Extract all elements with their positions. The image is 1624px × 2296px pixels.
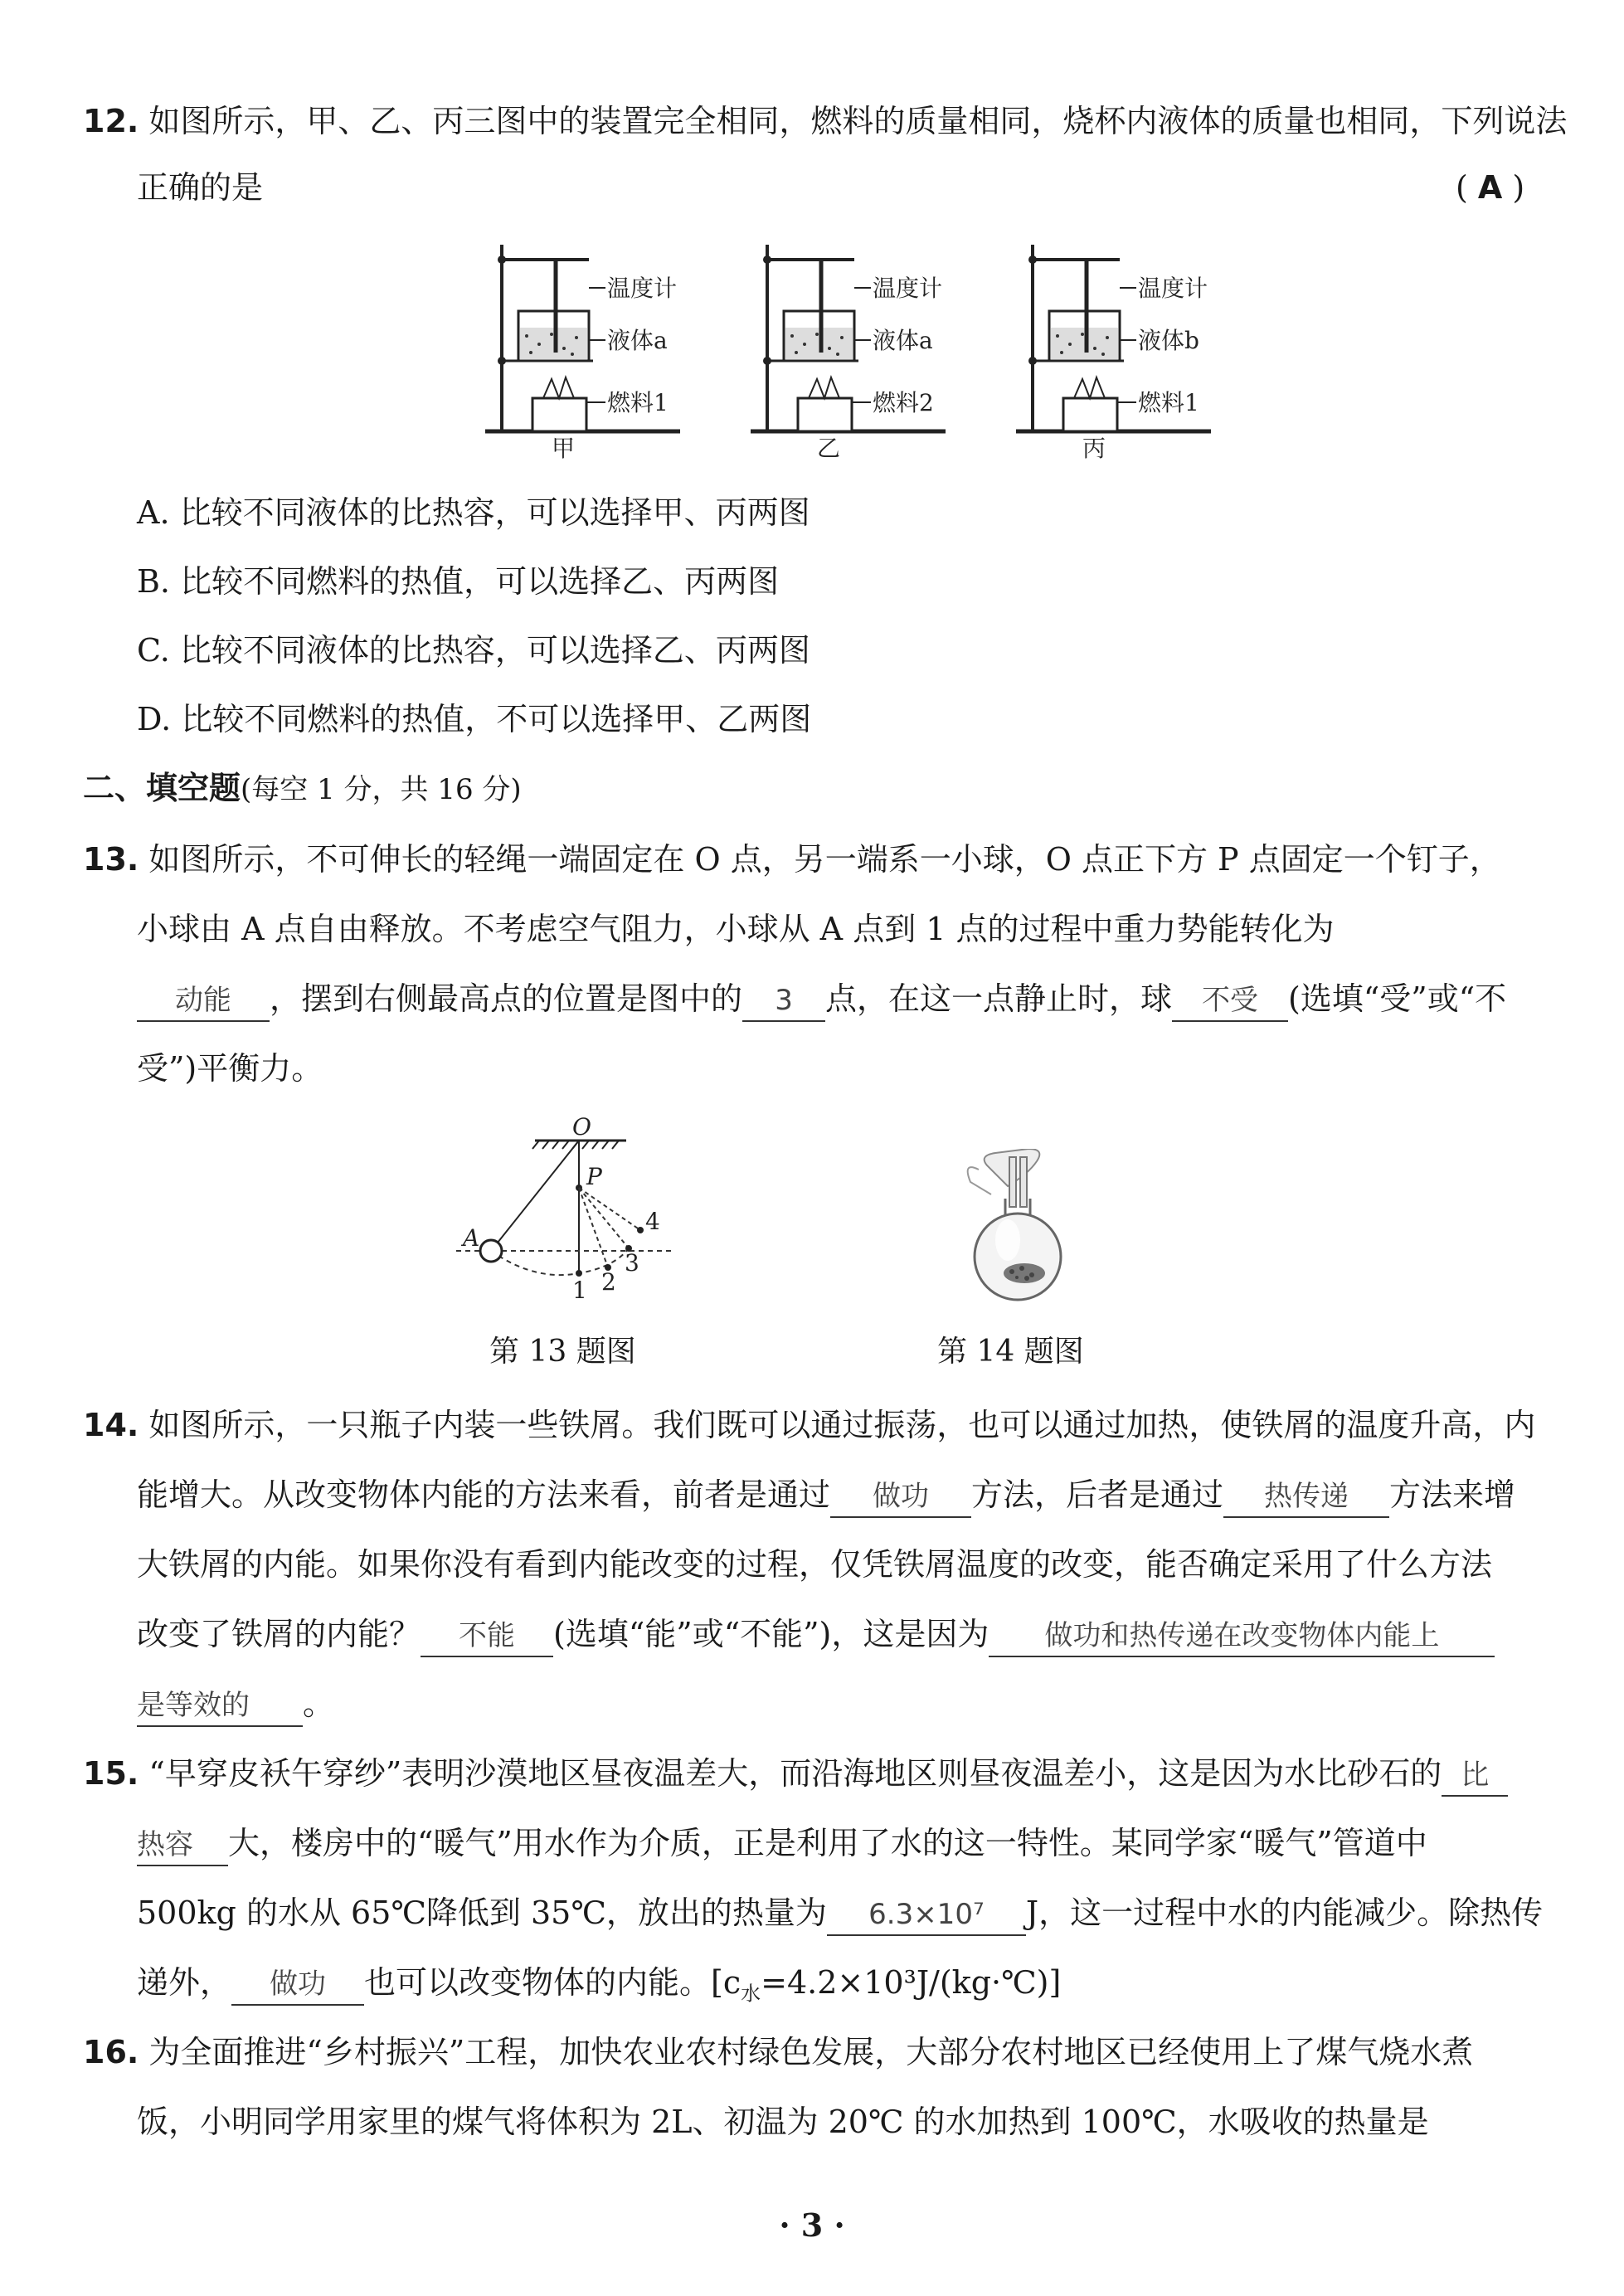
q12-number: 12. [83,103,139,139]
q14-text5: 。 [303,1686,335,1722]
section2-title: 二、填空题 [83,770,241,806]
q12-line1 [83,98,1567,144]
q13-answer3: 不受 [1172,980,1288,1022]
q15-answer1-part1: 比 [1442,1755,1508,1797]
apparatus-yi [751,245,946,462]
q14-line3: 大铁屑的内能。如果你没有看到内能改变的过程，仅凭铁屑温度的改变，能否确定采用了什么方法 [137,1546,1493,1583]
q14-answer2: 热传递 [1223,1476,1389,1518]
jia-thermometer-label: 温度计 [607,275,678,302]
q13-line4: 受”)平衡力。 [137,1050,323,1087]
q12-stem-line2: 正确的是 [137,169,264,206]
q13-figure-caption: 第 13 题图 [489,1335,636,1369]
q14-answer1: 做功 [830,1476,971,1518]
yi-liquid-label: 液体a [873,327,933,354]
q15-text4b: 也可以改变物体的内能。[c [364,1964,741,2001]
q16-line1 [83,2029,1473,2075]
q12-figure [464,236,1277,469]
q12-option-c: C. 比较不同液体的比热容，可以选择乙、丙两图 [137,632,810,669]
q16-line2: 饭，小明同学用家里的煤气将体积为 2L、初温为 20℃ 的水加热到 100℃，水吸收的热量是 [137,2104,1429,2140]
q14-answer4-part1: 做功和热传递在改变物体内能上 [989,1616,1495,1657]
q15-line3 [137,1890,1543,1936]
q14-line5 [137,1681,334,1727]
q12-option-a: A. 比较不同液体的比热容，可以选择甲、丙两图 [137,494,810,531]
q13-line3 [137,975,1506,1022]
jia-caption: 甲 [552,435,576,462]
q14-stem-line1: 如图所示，一只瓶子内装一些铁屑。我们既可以通过振荡，也可以通过加热，使铁屑的温度升高，内 [148,1407,1536,1443]
q12-option-b: B. 比较不同燃料的热值，可以选择乙、丙两图 [137,563,780,600]
q15-text4a: 递外， [137,1964,232,2001]
q12-option-d: D. 比较不同燃料的热值，不可以选择甲、乙两图 [137,701,812,737]
q14-line1 [83,1402,1535,1448]
label-3: 3 [625,1249,639,1277]
yi-thermometer-label: 温度计 [873,275,943,302]
page-number: · 3 · [779,2206,845,2244]
q13-text3c: (选填“受”或“不 [1288,980,1507,1017]
q14-answer3: 不能 [421,1616,553,1657]
q13-text3b: 点，在这一点静止时，球 [825,980,1173,1017]
q14-answer4-part2: 是等效的 [137,1686,303,1727]
label-P: P [586,1163,602,1190]
q14-text2c: 方法来增 [1389,1476,1516,1513]
bing-caption: 丙 [1082,435,1106,462]
apparatus-jia [485,245,680,462]
q13-number: 13. [83,841,139,878]
yi-caption: 乙 [817,435,841,462]
q14-text4a: 改变了铁屑的内能？ [137,1616,421,1652]
label-4: 4 [645,1208,660,1235]
q16-number: 16. [83,2034,139,2070]
q13-stem-line1: 如图所示，不可伸长的轻绳一端固定在 O 点，另一端系一小球，O 点正下方 P 点固定一个钉子， [148,841,1501,878]
q14-text2b: 方法，后者是通过 [971,1476,1224,1513]
q15-answer3: 做功 [231,1964,364,2006]
q14-line2 [137,1471,1515,1518]
q13-line2: 小球由 A 点自由释放。不考虑空气阻力，小球从 A 点到 1 点的过程中重力势能转化为 [137,911,1335,947]
q13-answer1: 动能 [137,980,270,1022]
jia-fuel-label: 燃料1 [607,389,669,416]
bing-fuel-label: 燃料1 [1138,389,1199,416]
q15-text4c: =4.2×10³J/(kg·℃)] [761,1964,1062,2001]
jia-liquid-label: 液体a [607,327,668,354]
q15-text2: 大，楼房中的“暖气”用水作为介质，正是利用了水的这一特性。某同学家“暖气”管道中 [228,1825,1427,1861]
label-A: A [463,1224,480,1252]
q15-text3b: J，这一过程中水的内能减少。除热传 [1025,1895,1544,1931]
bing-thermometer-label: 温度计 [1138,275,1208,302]
q15-line1 [83,1750,1508,1797]
q13-pendulum-figure [448,1112,697,1302]
q14-number: 14. [83,1407,139,1443]
q15-number: 15. [83,1755,139,1792]
q15-sub-water: 水 [741,1982,761,2006]
q14-text2a: 能增大。从改变物体内能的方法来看，前者是通过 [137,1476,831,1513]
q15-text1: “早穿皮袄午穿纱”表明沙漠地区昼夜温差大，而沿海地区则昼夜温差小，这是因为水比砂石的 [148,1755,1442,1792]
yi-fuel-label: 燃料2 [873,389,934,416]
q12-line2 [137,164,263,211]
label-O: O [572,1113,591,1141]
q14-figure-caption: 第 14 题图 [937,1335,1084,1369]
q13-line1 [83,836,1501,883]
q12-answer-bracket: ( A ) [1456,169,1525,206]
bing-liquid-label: 液体b [1138,327,1199,354]
label-1: 1 [572,1277,587,1302]
q15-answer2: 6.3×10⁷ [827,1895,1026,1936]
q14-text4b: (选填“能”或“不能”)，这是因为 [553,1616,989,1652]
label-2: 2 [601,1268,616,1296]
q15-line2 [137,1820,1427,1866]
q12-stem-line1: 如图所示，甲、乙、丙三图中的装置完全相同，燃料的质量相同，烧杯内液体的质量也相同，下列说法 [148,103,1568,139]
q15-text3a: 500kg 的水从 65℃降低到 35℃，放出的热量为 [137,1895,827,1931]
section2-header [83,765,522,813]
q14-flask-figure [929,1149,1095,1306]
apparatus-bing [1016,245,1211,462]
q13-answer2: 3 [742,980,825,1022]
q12-answer: A [1477,169,1503,206]
q14-line4 [137,1611,1495,1657]
section2-note: (每空 1 分，共 16 分) [241,773,522,806]
q13-text3a: ，摆到右侧最高点的位置是图中的 [270,980,743,1017]
q16-stem-line1: 为全面推进“乡村振兴”工程，加快农业农村绿色发展，大部分农村地区已经使用上了煤气烧水煮 [148,2034,1474,2070]
q15-line4 [137,1959,1061,2017]
q15-answer1-part2: 热容 [137,1825,228,1866]
